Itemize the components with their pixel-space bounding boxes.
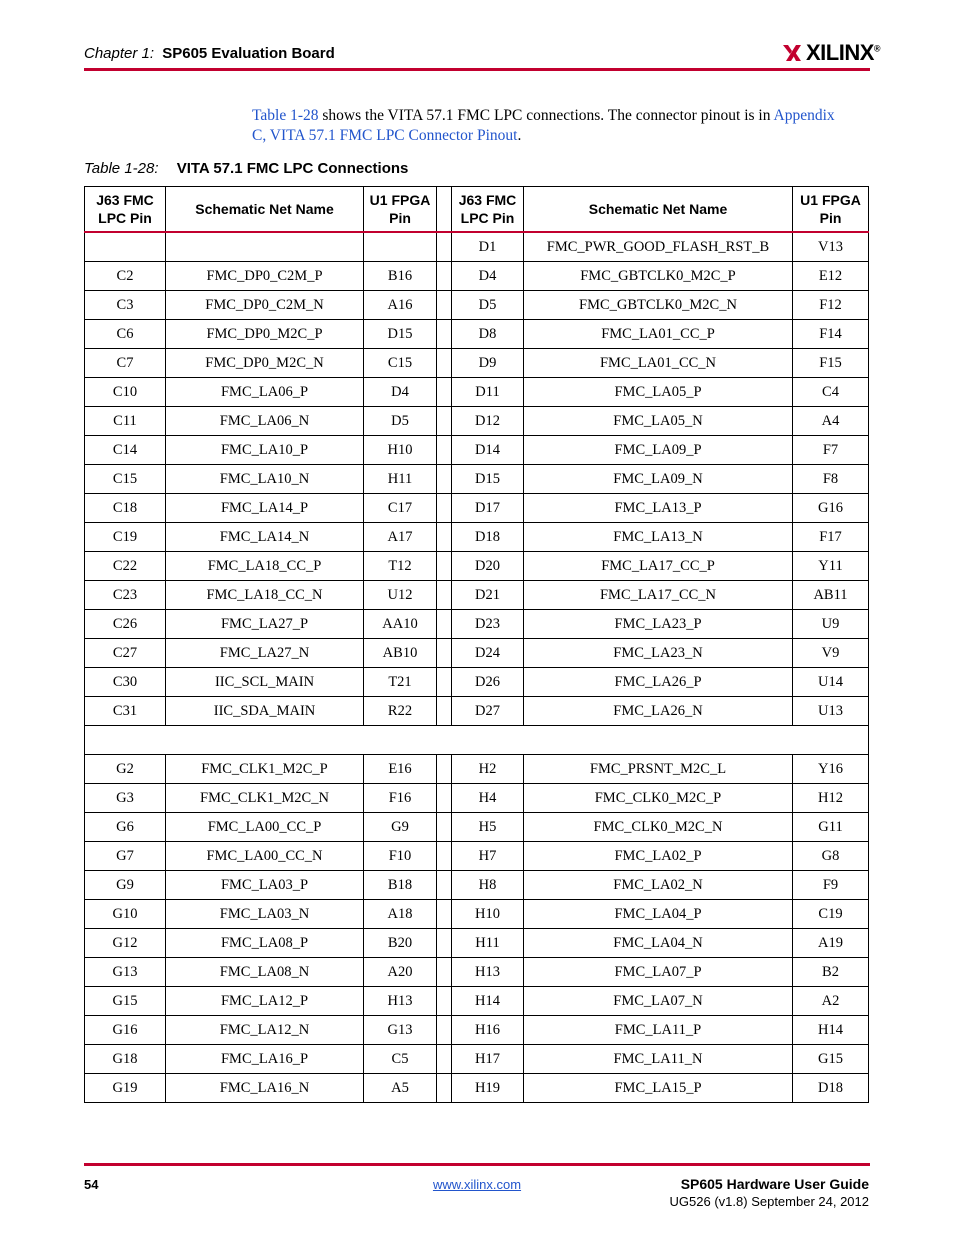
lpc-pin-cell: C14 <box>85 436 166 465</box>
table-number: Table 1-28: <box>84 160 159 177</box>
table-row <box>85 610 869 639</box>
net-name-cell: FMC_LA13_P <box>524 494 793 523</box>
net-name-cell: FMC_LA10_P <box>166 436 364 465</box>
intro-end: . <box>517 127 522 144</box>
divider-cell <box>437 668 452 697</box>
table-header-row <box>85 187 869 233</box>
divider-cell <box>437 320 452 349</box>
doc-id: UG526 (v1.8) September 24, 2012 <box>669 1194 869 1209</box>
net-name-cell: FMC_DP0_C2M_N <box>166 291 364 320</box>
divider-cell <box>437 523 452 552</box>
divider-cell <box>437 871 452 900</box>
fpga-pin-cell: A18 <box>364 900 437 929</box>
net-name-cell: FMC_LA01_CC_P <box>524 320 793 349</box>
net-name-cell <box>166 232 364 262</box>
lpc-pin-cell: D11 <box>452 378 524 407</box>
net-name-cell: FMC_LA00_CC_P <box>166 813 364 842</box>
spacer-cell <box>85 726 869 755</box>
lpc-pin-cell: C19 <box>85 523 166 552</box>
table-row <box>85 813 869 842</box>
fpga-pin-cell: G9 <box>364 813 437 842</box>
page-number: 54 <box>84 1177 99 1192</box>
lpc-pin-cell: G2 <box>85 755 166 784</box>
lpc-pin-cell: D27 <box>452 697 524 726</box>
fpga-pin-cell: A19 <box>793 929 869 958</box>
appendix-link[interactable]: Appendix C, VITA 57.1 FMC LPC Connector Pinout <box>252 107 835 144</box>
fpga-pin-cell: Y11 <box>793 552 869 581</box>
fpga-pin-cell: F10 <box>364 842 437 871</box>
table-row <box>85 1016 869 1045</box>
table-row <box>85 552 869 581</box>
net-name-cell: FMC_LA18_CC_N <box>166 581 364 610</box>
net-name-cell: FMC_LA06_P <box>166 378 364 407</box>
net-name-cell: FMC_LA26_P <box>524 668 793 697</box>
net-name-cell: FMC_LA05_P <box>524 378 793 407</box>
chapter-title: SP605 Evaluation Board <box>162 45 335 62</box>
fpga-pin-cell: U13 <box>793 697 869 726</box>
xilinx-logo <box>782 40 880 66</box>
lpc-pin-cell: H5 <box>452 813 524 842</box>
fpga-pin-cell: H14 <box>793 1016 869 1045</box>
fpga-pin-cell: F8 <box>793 465 869 494</box>
net-name-cell: FMC_GBTCLK0_M2C_P <box>524 262 793 291</box>
net-name-cell: FMC_LA12_P <box>166 987 364 1016</box>
net-name-cell: FMC_LA17_CC_P <box>524 552 793 581</box>
lpc-pin-cell: D18 <box>452 523 524 552</box>
table-row <box>85 987 869 1016</box>
divider-cell <box>437 697 452 726</box>
net-name-cell: FMC_LA02_N <box>524 871 793 900</box>
fpga-pin-cell: A2 <box>793 987 869 1016</box>
table-row <box>85 668 869 697</box>
col-header-lpc-pin: J63 FMC LPC Pin <box>85 187 166 233</box>
col-header-lpc-pin: J63 FMC LPC Pin <box>452 187 524 233</box>
net-name-cell: FMC_LA16_N <box>166 1074 364 1103</box>
fpga-pin-cell: AA10 <box>364 610 437 639</box>
fpga-pin-cell: C19 <box>793 900 869 929</box>
divider-cell <box>437 958 452 987</box>
net-name-cell: FMC_LA14_N <box>166 523 364 552</box>
guide-title: SP605 Hardware User Guide <box>680 1176 869 1192</box>
lpc-pin-cell: C10 <box>85 378 166 407</box>
fpga-pin-cell: C4 <box>793 378 869 407</box>
lpc-pin-cell <box>85 232 166 262</box>
net-name-cell: FMC_LA04_N <box>524 929 793 958</box>
fpga-pin-cell: E12 <box>793 262 869 291</box>
divider-cell <box>437 494 452 523</box>
net-name-cell: IIC_SDA_MAIN <box>166 697 364 726</box>
net-name-cell: FMC_LA14_P <box>166 494 364 523</box>
fpga-pin-cell: D4 <box>364 378 437 407</box>
lpc-pin-cell: C6 <box>85 320 166 349</box>
fpga-pin-cell: A17 <box>364 523 437 552</box>
fpga-pin-cell: B2 <box>793 958 869 987</box>
lpc-pin-cell: D21 <box>452 581 524 610</box>
net-name-cell: FMC_LA12_N <box>166 1016 364 1045</box>
divider-cell <box>437 465 452 494</box>
lpc-pin-cell: D20 <box>452 552 524 581</box>
table-row <box>85 784 869 813</box>
net-name-cell: FMC_LA09_N <box>524 465 793 494</box>
net-name-cell: FMC_PRSNT_M2C_L <box>524 755 793 784</box>
fpga-pin-cell: G13 <box>364 1016 437 1045</box>
lpc-pin-cell: D1 <box>452 232 524 262</box>
lpc-pin-cell: D5 <box>452 291 524 320</box>
lpc-pin-cell: C22 <box>85 552 166 581</box>
chapter-label: Chapter 1: <box>84 45 155 62</box>
divider-cell <box>437 436 452 465</box>
lpc-pin-cell: H14 <box>452 987 524 1016</box>
lpc-pin-cell: C2 <box>85 262 166 291</box>
lpc-pin-cell: D14 <box>452 436 524 465</box>
lpc-pin-cell: G10 <box>85 900 166 929</box>
fpga-pin-cell: V9 <box>793 639 869 668</box>
fpga-pin-cell: U9 <box>793 610 869 639</box>
table-row <box>85 232 869 262</box>
table-row <box>85 871 869 900</box>
net-name-cell: FMC_LA26_N <box>524 697 793 726</box>
table-row <box>85 755 869 784</box>
table-row <box>85 900 869 929</box>
lpc-pin-cell: C30 <box>85 668 166 697</box>
table-row <box>85 436 869 465</box>
table-row <box>85 320 869 349</box>
lpc-pin-cell: H2 <box>452 755 524 784</box>
fpga-pin-cell: F9 <box>793 871 869 900</box>
net-name-cell: FMC_LA07_N <box>524 987 793 1016</box>
net-name-cell: FMC_LA03_N <box>166 900 364 929</box>
lpc-pin-cell: C3 <box>85 291 166 320</box>
fpga-pin-cell <box>364 232 437 262</box>
net-name-cell: FMC_CLK1_M2C_N <box>166 784 364 813</box>
lpc-pin-cell: H11 <box>452 929 524 958</box>
fpga-pin-cell: B18 <box>364 871 437 900</box>
divider-cell <box>437 1016 452 1045</box>
lpc-pin-cell: H19 <box>452 1074 524 1103</box>
lpc-pin-cell: C23 <box>85 581 166 610</box>
lpc-pin-cell: G3 <box>85 784 166 813</box>
fpga-pin-cell: F15 <box>793 349 869 378</box>
fmc-connections-table <box>84 186 869 1103</box>
lpc-pin-cell: H13 <box>452 958 524 987</box>
fpga-pin-cell: R22 <box>364 697 437 726</box>
net-name-cell: FMC_LA18_CC_P <box>166 552 364 581</box>
net-name-cell: FMC_PWR_GOOD_FLASH_RST_B <box>524 232 793 262</box>
fpga-pin-cell: F7 <box>793 436 869 465</box>
fpga-pin-cell: G8 <box>793 842 869 871</box>
lpc-pin-cell: C27 <box>85 639 166 668</box>
fpga-pin-cell: E16 <box>364 755 437 784</box>
table-row <box>85 958 869 987</box>
net-name-cell: FMC_LA23_P <box>524 610 793 639</box>
lpc-pin-cell: G12 <box>85 929 166 958</box>
net-name-cell: FMC_LA09_P <box>524 436 793 465</box>
footer-url-link[interactable]: www.xilinx.com <box>432 1177 522 1192</box>
table-spacer-row <box>85 726 869 755</box>
fpga-pin-cell: C5 <box>364 1045 437 1074</box>
net-name-cell: FMC_LA08_P <box>166 929 364 958</box>
net-name-cell: FMC_LA05_N <box>524 407 793 436</box>
net-name-cell: FMC_LA00_CC_N <box>166 842 364 871</box>
table-row <box>85 842 869 871</box>
divider-cell <box>437 291 452 320</box>
lpc-pin-cell: H16 <box>452 1016 524 1045</box>
net-name-cell: FMC_LA23_N <box>524 639 793 668</box>
divider-cell <box>437 552 452 581</box>
divider-cell <box>437 1074 452 1103</box>
divider-cell <box>437 262 452 291</box>
table-reference-link[interactable]: Table 1-28 <box>252 107 319 124</box>
fpga-pin-cell: A16 <box>364 291 437 320</box>
table-row <box>85 697 869 726</box>
table-row <box>85 523 869 552</box>
fpga-pin-cell: F12 <box>793 291 869 320</box>
table-row <box>85 929 869 958</box>
fpga-pin-cell: AB10 <box>364 639 437 668</box>
net-name-cell: FMC_DP0_M2C_P <box>166 320 364 349</box>
fpga-pin-cell: H11 <box>364 465 437 494</box>
col-header-net-name: Schematic Net Name <box>166 187 364 233</box>
table-row <box>85 291 869 320</box>
fpga-pin-cell: H12 <box>793 784 869 813</box>
net-name-cell: FMC_CLK0_M2C_P <box>524 784 793 813</box>
divider-cell <box>437 929 452 958</box>
lpc-pin-cell: D4 <box>452 262 524 291</box>
divider-cell <box>437 987 452 1016</box>
net-name-cell: FMC_LA08_N <box>166 958 364 987</box>
lpc-pin-cell: D15 <box>452 465 524 494</box>
divider-cell <box>437 378 452 407</box>
fpga-pin-cell: D15 <box>364 320 437 349</box>
fpga-pin-cell: G15 <box>793 1045 869 1074</box>
divider-cell <box>437 813 452 842</box>
fpga-pin-cell: T21 <box>364 668 437 697</box>
table-row <box>85 262 869 291</box>
fpga-pin-cell: C15 <box>364 349 437 378</box>
net-name-cell: FMC_GBTCLK0_M2C_N <box>524 291 793 320</box>
divider-cell <box>437 232 452 262</box>
fpga-pin-cell: F16 <box>364 784 437 813</box>
page-header <box>84 45 335 62</box>
lpc-pin-cell: C15 <box>85 465 166 494</box>
net-name-cell: FMC_DP0_M2C_N <box>166 349 364 378</box>
fpga-pin-cell: G16 <box>793 494 869 523</box>
net-name-cell: FMC_LA02_P <box>524 842 793 871</box>
fpga-pin-cell: A4 <box>793 407 869 436</box>
lpc-pin-cell: D12 <box>452 407 524 436</box>
lpc-pin-cell: C11 <box>85 407 166 436</box>
lpc-pin-cell: H10 <box>452 900 524 929</box>
net-name-cell: FMC_LA07_P <box>524 958 793 987</box>
fpga-pin-cell: T12 <box>364 552 437 581</box>
intro-paragraph <box>252 106 852 146</box>
table-row <box>85 1074 869 1103</box>
fpga-pin-cell: B16 <box>364 262 437 291</box>
net-name-cell: FMC_LA11_P <box>524 1016 793 1045</box>
divider-cell <box>437 407 452 436</box>
net-name-cell: FMC_LA15_P <box>524 1074 793 1103</box>
fpga-pin-cell: AB11 <box>793 581 869 610</box>
table-row <box>85 407 869 436</box>
net-name-cell: FMC_LA16_P <box>166 1045 364 1074</box>
fpga-pin-cell: D18 <box>793 1074 869 1103</box>
intro-text: shows the VITA 57.1 FMC LPC connections. The connector pinout is in <box>318 107 774 124</box>
fpga-pin-cell: B20 <box>364 929 437 958</box>
lpc-pin-cell: D24 <box>452 639 524 668</box>
fpga-pin-cell: F14 <box>793 320 869 349</box>
fpga-pin-cell: C17 <box>364 494 437 523</box>
divider-cell <box>437 900 452 929</box>
fpga-pin-cell: V13 <box>793 232 869 262</box>
net-name-cell: FMC_LA04_P <box>524 900 793 929</box>
net-name-cell: FMC_LA01_CC_N <box>524 349 793 378</box>
lpc-pin-cell: G19 <box>85 1074 166 1103</box>
header-rule <box>84 68 870 71</box>
lpc-pin-cell: G6 <box>85 813 166 842</box>
fpga-pin-cell: F17 <box>793 523 869 552</box>
net-name-cell: FMC_LA27_P <box>166 610 364 639</box>
lpc-pin-cell: H4 <box>452 784 524 813</box>
col-header-net-name: Schematic Net Name <box>524 187 793 233</box>
divider-cell <box>437 581 452 610</box>
divider-cell <box>437 639 452 668</box>
lpc-pin-cell: C26 <box>85 610 166 639</box>
col-divider <box>437 187 452 233</box>
logo-wordmark: XILINX® <box>806 40 881 65</box>
lpc-pin-cell: C7 <box>85 349 166 378</box>
lpc-pin-cell: C31 <box>85 697 166 726</box>
table-row <box>85 349 869 378</box>
divider-cell <box>437 349 452 378</box>
col-header-fpga-pin: U1 FPGA Pin <box>793 187 869 233</box>
net-name-cell: FMC_LA11_N <box>524 1045 793 1074</box>
net-name-cell: FMC_LA13_N <box>524 523 793 552</box>
fpga-pin-cell: A5 <box>364 1074 437 1103</box>
net-name-cell: FMC_LA17_CC_N <box>524 581 793 610</box>
fpga-pin-cell: U12 <box>364 581 437 610</box>
lpc-pin-cell: G16 <box>85 1016 166 1045</box>
divider-cell <box>437 610 452 639</box>
net-name-cell: FMC_CLK1_M2C_P <box>166 755 364 784</box>
net-name-cell: FMC_CLK0_M2C_N <box>524 813 793 842</box>
table-caption <box>84 160 408 177</box>
lpc-pin-cell: D9 <box>452 349 524 378</box>
net-name-cell: IIC_SCL_MAIN <box>166 668 364 697</box>
lpc-pin-cell: G15 <box>85 987 166 1016</box>
lpc-pin-cell: D26 <box>452 668 524 697</box>
lpc-pin-cell: C18 <box>85 494 166 523</box>
fpga-pin-cell: U14 <box>793 668 869 697</box>
table-row <box>85 465 869 494</box>
divider-cell <box>437 755 452 784</box>
fpga-pin-cell: H10 <box>364 436 437 465</box>
fpga-pin-cell: G11 <box>793 813 869 842</box>
lpc-pin-cell: G9 <box>85 871 166 900</box>
lpc-pin-cell: D8 <box>452 320 524 349</box>
net-name-cell: FMC_LA03_P <box>166 871 364 900</box>
divider-cell <box>437 784 452 813</box>
net-name-cell: FMC_LA06_N <box>166 407 364 436</box>
table-title: VITA 57.1 FMC LPC Connections <box>176 160 409 177</box>
table-row <box>85 494 869 523</box>
lpc-pin-cell: H8 <box>452 871 524 900</box>
lpc-pin-cell: H7 <box>452 842 524 871</box>
lpc-pin-cell: H17 <box>452 1045 524 1074</box>
fpga-pin-cell: H13 <box>364 987 437 1016</box>
lpc-pin-cell: G18 <box>85 1045 166 1074</box>
net-name-cell: FMC_LA27_N <box>166 639 364 668</box>
lpc-pin-cell: D23 <box>452 610 524 639</box>
col-header-fpga-pin: U1 FPGA Pin <box>364 187 437 233</box>
fpga-pin-cell: A20 <box>364 958 437 987</box>
footer-rule <box>84 1163 870 1166</box>
divider-cell <box>437 1045 452 1074</box>
table-row <box>85 378 869 407</box>
table-row <box>85 639 869 668</box>
net-name-cell: FMC_DP0_C2M_P <box>166 262 364 291</box>
xilinx-x-icon <box>782 43 802 63</box>
net-name-cell: FMC_LA10_N <box>166 465 364 494</box>
lpc-pin-cell: G13 <box>85 958 166 987</box>
lpc-pin-cell: G7 <box>85 842 166 871</box>
table-row <box>85 581 869 610</box>
table-row <box>85 1045 869 1074</box>
fpga-pin-cell: Y16 <box>793 755 869 784</box>
fpga-pin-cell: D5 <box>364 407 437 436</box>
divider-cell <box>437 842 452 871</box>
lpc-pin-cell: D17 <box>452 494 524 523</box>
